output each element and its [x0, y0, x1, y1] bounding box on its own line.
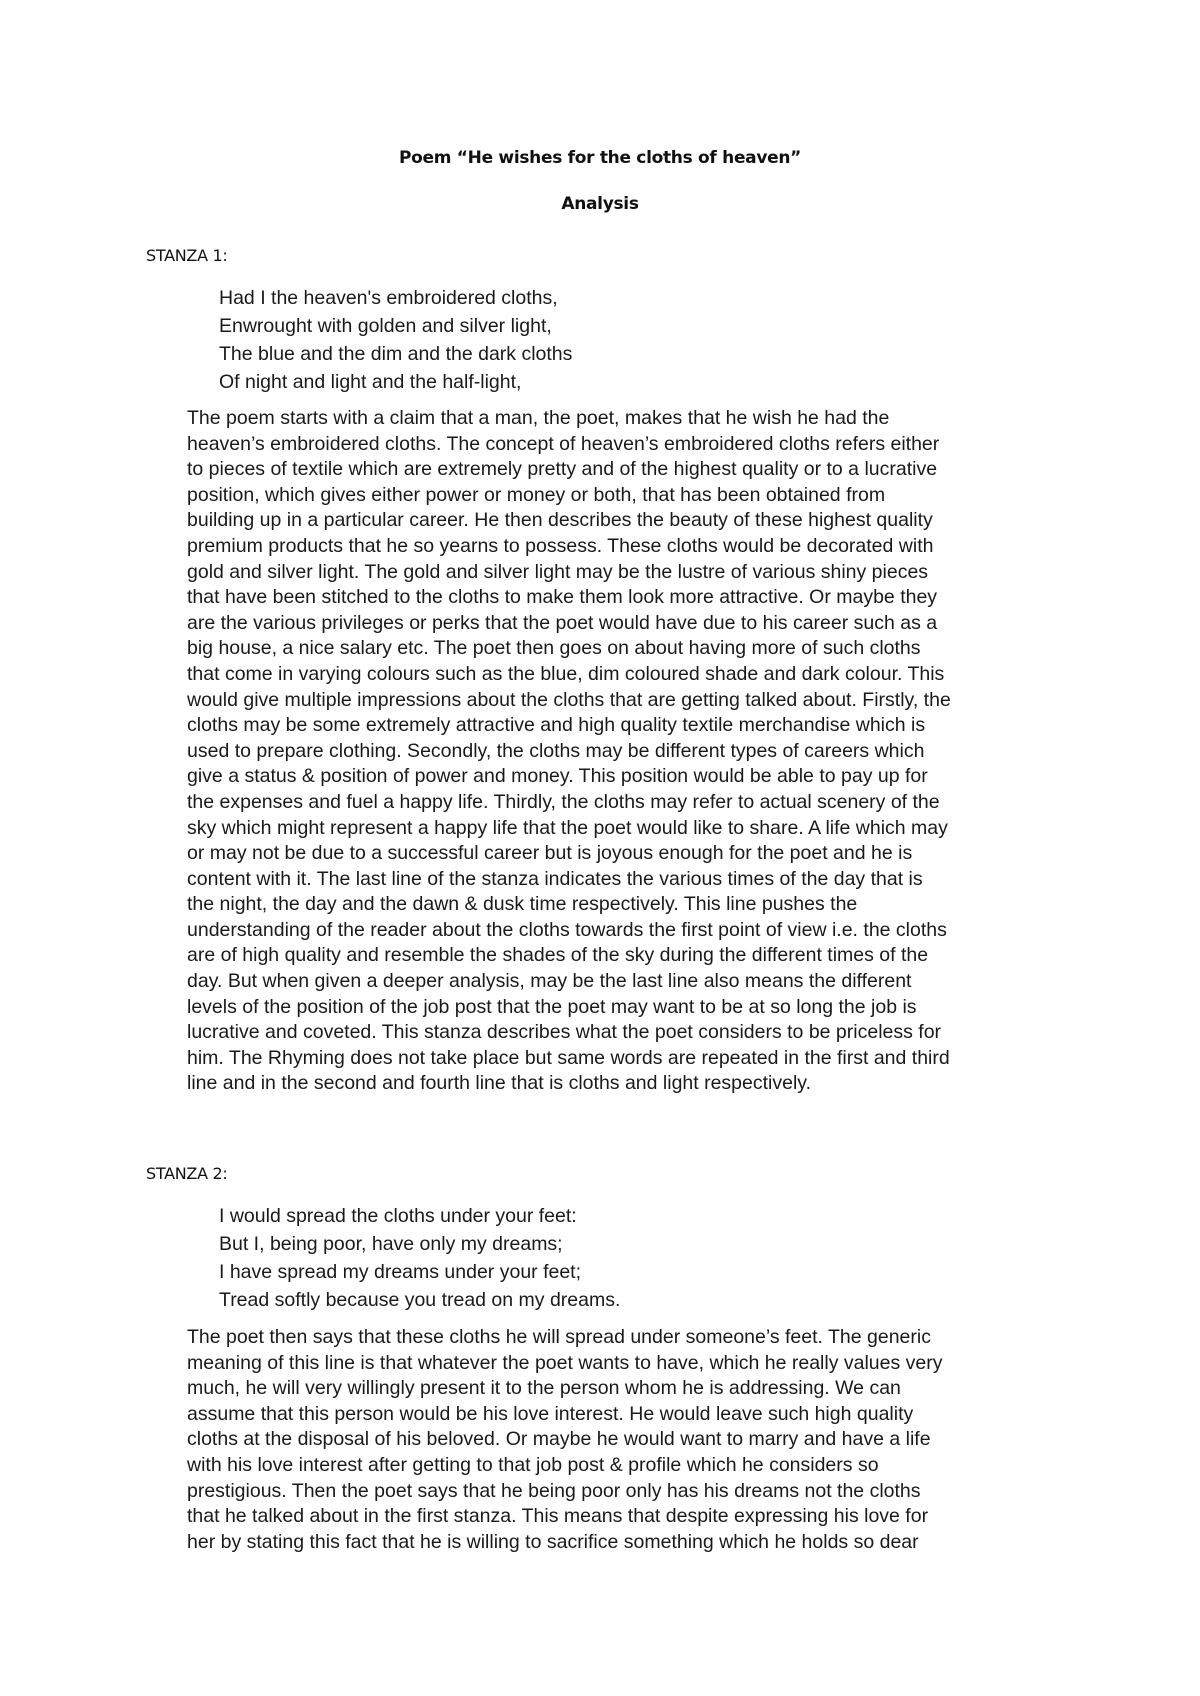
analysis-line: building up in a particular career. He then describes the beauty of these highest quality [187, 509, 933, 532]
analysis-line: her by stating this fact that he is willing to sacrifice something which he holds so dear [187, 1530, 919, 1553]
analysis-line: are of high quality and resemble the shades of the sky during the different times of the [187, 944, 929, 967]
analysis-line: lucrative and coveted. This stanza describes what the poet considers to be priceless for [187, 1021, 942, 1044]
analysis-line: gold and silver light. The gold and silver light may be the lustre of various shiny pieces [187, 560, 929, 583]
verse-line: Enwrought with golden and silver light, [219, 315, 552, 337]
stanza-1-analysis [187, 406, 1067, 1097]
verse-line: The blue and the dim and the dark cloths [219, 343, 573, 365]
analysis-line: cloths at the disposal of his beloved. Or maybe he would want to marry and have a life [187, 1428, 931, 1451]
analysis-line: premium products that he so yearns to possess. These cloths would be decorated with [187, 534, 934, 557]
analysis-line: sky which might represent a happy life that the poet would like to share. A life which may [187, 816, 948, 839]
analysis-line: The poet then says that these cloths he will spread under someone’s feet. The generic [187, 1326, 931, 1348]
stanza-2-analysis [187, 1325, 1067, 1555]
verse-line: I have spread my dreams under your feet; [219, 1261, 582, 1283]
stanza-1-heading: STANZA 1: [146, 246, 228, 265]
analysis-line: content with it. The last line of the stanza indicates the various times of the day that is [187, 867, 923, 890]
analysis-line: prestigious. Then the poet says that he being poor only has his dreams not the cloths [187, 1479, 921, 1502]
stanza-2-verse [219, 1202, 620, 1314]
verse-line: Tread softly because you tread on my dreams. [219, 1289, 621, 1311]
verse-line: Of night and light and the half-light, [219, 371, 522, 393]
stanza-2-heading: STANZA 2: [146, 1164, 228, 1183]
stanza-1-verse [219, 284, 572, 396]
analysis-line: day. But when given a deeper analysis, may be the last line also means the different [187, 970, 912, 993]
document-title: Poem “He wishes for the cloths of heaven” [398, 148, 802, 168]
analysis-line: The poem starts with a claim that a man, the poet, makes that he wish he had the [187, 407, 890, 429]
verse-line: Had I the heaven's embroidered cloths, [219, 287, 558, 309]
analysis-line: meaning of this line is that whatever the poet wants to have, which he really values very [187, 1351, 943, 1374]
analysis-line: to pieces of textile which are extremely pretty and of the highest quality or to a lucrative [187, 458, 938, 481]
analysis-line: the night, the day and the dawn & dusk time respectively. This line pushes the [187, 893, 858, 916]
analysis-line: assume that this person would be his love interest. He would leave such high quality [187, 1402, 914, 1425]
analysis-line: the expenses and fuel a happy life. Thirdly, the cloths may refer to actual scenery of the [187, 790, 940, 813]
analysis-line: big house, a nice salary etc. The poet then goes on about having more of such cloths [187, 637, 921, 660]
analysis-line: that he talked about in the first stanza. This means that despite expressing his love for [187, 1505, 929, 1528]
analysis-line: levels of the position of the job post that the poet may want to be at so long the job is [187, 995, 917, 1018]
analysis-line: him. The Rhyming does not take place but same words are repeated in the first and third [187, 1046, 950, 1069]
analysis-line: that come in varying colours such as the blue, dim coloured shade and dark colour. This [187, 662, 945, 685]
document-subtitle: Analysis [561, 194, 639, 214]
analysis-line: would give multiple impressions about the cloths that are getting talked about. Firstly, the [187, 688, 951, 711]
analysis-line: much, he will very willingly present it to the person whom he is addressing. We can [187, 1377, 901, 1400]
analysis-line: give a status & position of power and money. This position would be able to pay up for [187, 765, 928, 788]
verse-line: I would spread the cloths under your feet: [219, 1205, 577, 1227]
analysis-line: are the various privileges or perks that the poet would have due to his career such as a [187, 611, 938, 634]
analysis-line: that have been stitched to the cloths to make them look more attractive. Or maybe they [187, 586, 938, 609]
analysis-line: understanding of the reader about the cloths towards the first point of view i.e. the cloths [187, 918, 947, 941]
verse-line: But I, being poor, have only my dreams; [219, 1233, 563, 1255]
analysis-line: with his love interest after getting to that job post & profile which he considers so [187, 1453, 879, 1476]
analysis-line: cloths may be some extremely attractive and high quality textile merchandise which is [187, 714, 926, 737]
analysis-line: or may not be due to a successful career but is joyous enough for the poet and he is [187, 842, 913, 865]
analysis-line: heaven’s embroidered cloths. The concept of heaven’s embroidered cloths refers either [187, 432, 940, 455]
analysis-line: line and in the second and fourth line that is cloths and light respectively. [187, 1072, 812, 1095]
analysis-line: used to prepare clothing. Secondly, the cloths may be different types of careers which [187, 739, 925, 762]
analysis-line: position, which gives either power or money or both, that has been obtained from [187, 483, 886, 506]
